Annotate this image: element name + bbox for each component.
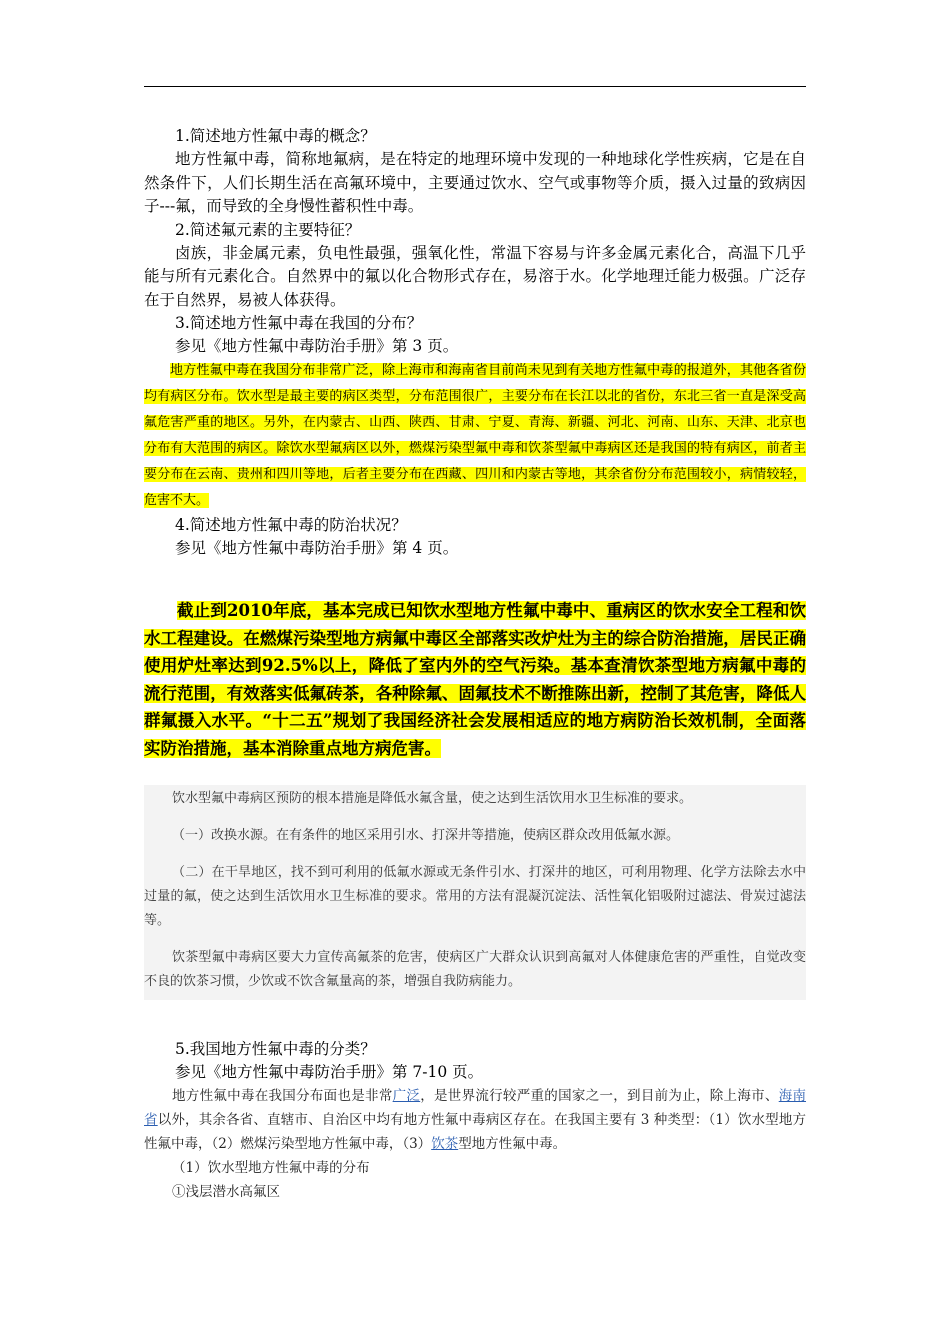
- section-q1-q3: [144, 125, 806, 560]
- highlight-distribution: [144, 358, 806, 514]
- list-item-1: （1）饮水型地方性氟中毒的分布: [172, 1160, 370, 1176]
- link-guangfan[interactable]: 广泛: [392, 1088, 421, 1104]
- highlight-distribution-text: 地方性氟中毒在我国分布非常广泛，除上海市和海南省目前尚未见到有关地方性氟中毒的报道外，其他各省份均有病区分布。饮水型是最主要的病区类型，分布范围很广，主要分布在长江以北的省份，东北三省一直是深受高氟危害严重的地区。另外，在内蒙古、山西、陕西、甘肃、宁夏、青海、新疆、河北、河南、山东、天津、北京也分布有大范围的病区。除饮水型氟病区以外，燃煤污染型氟中毒和饮茶型氟中毒病区还是我国的特有病区，前者主要分布在云南、贵州和四川等地，后者主要分布在西藏、四川和内蒙古等地，其余省份分布范围较小，病情较轻，危害不大。: [144, 363, 806, 508]
- section-q4-highlight: [144, 597, 806, 762]
- reference-3: 参见《地方性氟中毒防治手册》第 3 页。: [175, 337, 459, 355]
- text-part-c: 以外，其余各省、直辖市、自治区中均有地方性氟中毒病区存在。在我国主要有 3 种类型：（1）饮水型地方性氟中毒，（2）燃煤污染型地方性氟中毒，（3）: [144, 1112, 807, 1152]
- section-q5: [144, 1038, 806, 1204]
- list-item-2: ①浅层潜水高氟区: [172, 1184, 280, 1200]
- reference-5: 参见《地方性氟中毒防治手册》第 7-10 页。: [175, 1063, 484, 1081]
- question-1: 1.简述地方性氟中毒的概念？: [175, 127, 376, 145]
- question-4: 4.简述地方性氟中毒的防治状况？: [175, 516, 407, 534]
- text-part-a: 地方性氟中毒在我国分布面也是非常: [172, 1088, 393, 1104]
- link-yincha[interactable]: 饮茶: [431, 1136, 459, 1152]
- gray-paragraph-3: （二）在干旱地区，找不到可利用的低氟水源或无条件引水、打深井的地区，可利用物理、化学方法除去水中过量的氟，使之达到生活饮用水卫生标准的要求。常用的方法有混凝沉淀法、活性氧化铝吸附过滤法、骨炭过滤法等。: [144, 865, 806, 928]
- gray-paragraph-1: 饮水型氟中毒病区预防的根本措施是降低水氟含量，使之达到生活饮用水卫生标准的要求。: [172, 791, 693, 806]
- quoted-prevention-box: [144, 785, 806, 1000]
- question-2: 2.简述氟元素的主要特征？: [175, 220, 361, 239]
- answer-1: 地方性氟中毒，简称地氟病，是在特定的地理环境中发现的一种地球化学性疾病，它是在自然条件下，人们长期生活在高氟环境中，主要通过饮水、空气或事物等介质，摄入过量的致病因子---氟，而导致的全身慢性蓄积性中毒。: [144, 150, 806, 215]
- link-hainan[interactable]: 海南省: [144, 1088, 807, 1128]
- classification-paragraph: [144, 1084, 806, 1156]
- reference-4: 参见《地方性氟中毒防治手册》第 4 页。: [175, 539, 459, 557]
- text-part-b: ，是世界流行较严重的国家之一，到目前为止，除上海市、: [420, 1088, 779, 1104]
- gray-paragraph-2: （一）改换水源。在有条件的地区采用引水、打深井等措施，使病区群众改用低氟水源。: [172, 828, 680, 843]
- highlight-prevention-text: 截止到2010年底，基本完成已知饮水型地方性氟中毒中、重病区的饮水安全工程和饮水工程建设。在燃煤污染型地方病氟中毒区全部落实改炉灶为主的综合防治措施，居民正确使用炉灶率达到92.5%以上，降低了室内外的空气污染。基本查清饮茶型地方病氟中毒的流行范围，有效落实低氟砖茶，各种除氟、固氟技术不断推陈出新，控制了其危害，降低人群氟摄入水平。“十二五”规划了我国经济社会发展相适应的地方病防治长效机制，全面落实防治措施，基本消除重点地方病危害。: [144, 601, 806, 758]
- answer-2: 卤族，非金属元素，负电性最强，强氧化性，常温下容易与许多金属元素化合，高温下几乎能与所有元素化合。自然界中的氟以化合物形式存在，易溶于水。化学地理迁能力极强。广泛存在于自然界，易被人体获得。: [144, 243, 806, 309]
- question-3: 3.简述地方性氟中毒在我国的分布？: [175, 314, 423, 332]
- question-5: 5.我国地方性氟中毒的分类？: [175, 1040, 376, 1058]
- gray-paragraph-4: 饮茶型氟中毒病区要大力宣传高氟茶的危害，使病区广大群众认识到高氟对人体健康危害的严重性，自觉改变不良的饮茶习惯，少饮或不饮含氟量高的茶，增强自我防病能力。: [144, 950, 806, 989]
- highlight-prevention: [144, 597, 806, 762]
- header-rule: [144, 86, 806, 87]
- text-part-d: 型地方性氟中毒。: [458, 1136, 567, 1152]
